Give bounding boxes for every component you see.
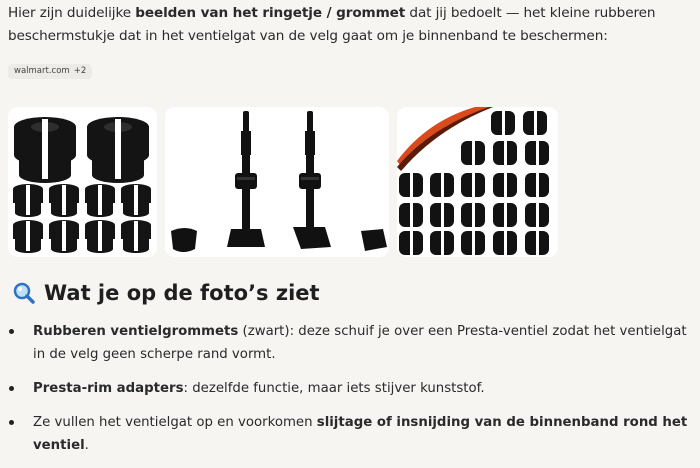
list-item	[0, 377, 692, 400]
intro-text-2: dat jij bedoelt — het kleine rubberen beschermstukje dat in het ventielgat van de velg gaat om je binnenband te beschermen:	[8, 5, 656, 44]
points-list	[0, 320, 692, 468]
gallery-image-rim[interactable]	[397, 107, 558, 257]
grommets-rim-photo	[397, 107, 558, 257]
magnifier-icon	[12, 281, 36, 305]
list-item	[0, 320, 692, 366]
gallery-image-valves[interactable]	[165, 107, 389, 257]
section-heading	[12, 281, 320, 305]
point-3-suffix: .	[84, 438, 89, 453]
section-title: Wat je op de foto’s ziet	[44, 281, 320, 305]
bullet	[9, 386, 14, 391]
source-extra-count: +2	[73, 66, 87, 76]
source-domain: walmart.com	[14, 66, 70, 76]
presta-valves-photo	[165, 107, 389, 257]
intro-bold: beelden van het ringetje / grommet	[135, 5, 406, 21]
gallery-image-grommets[interactable]	[8, 107, 157, 257]
bullet	[9, 420, 14, 425]
rubber-grommets-photo	[8, 107, 157, 257]
point-3-prefix: Ze vullen het ventielgat op en voorkomen	[33, 415, 317, 430]
point-2-text: : dezelfde functie, maar iets stijver kunststof.	[183, 381, 485, 396]
list-item	[0, 411, 692, 457]
point-1-bold: Rubberen ventielgrommets	[33, 324, 239, 339]
intro-paragraph	[8, 2, 688, 48]
intro-text-1: Hier zijn duidelijke	[8, 5, 136, 21]
point-2-bold: Presta-rim adapters	[33, 381, 184, 396]
bullet	[9, 329, 14, 334]
point-1-text: (zwart): deze schuif je over een Presta-ventiel zodat het ventielgat in de velg geen scherpe rand vormt.	[33, 324, 687, 362]
source-chip[interactable]	[8, 64, 92, 79]
point-3-bold: slijtage of insnijding van de binnenband rond het ventiel	[33, 415, 688, 453]
